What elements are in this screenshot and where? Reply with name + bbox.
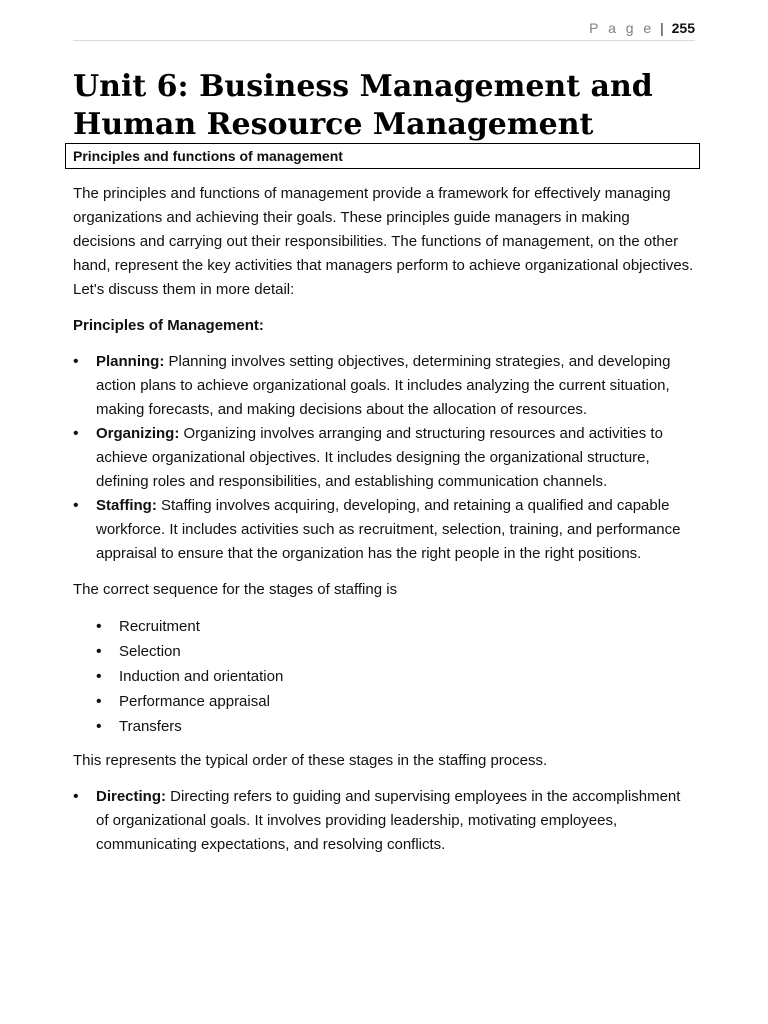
section-heading: Principles and functions of management — [73, 148, 343, 164]
list-item-staffing — [73, 494, 695, 566]
list-item-directing — [73, 785, 695, 857]
staffing-sequence-intro: The correct sequence for the stages of staffing is — [73, 581, 398, 598]
text-organizing: Organizing involves arranging and structuring resources and activities to achieve organizational objectives. It includes designing the organizational structure, defining roles and responsibilities, and establishing communication channels. — [96, 425, 663, 490]
term-planning: Planning: — [96, 353, 165, 370]
document-body — [73, 182, 695, 869]
page-number: 255 — [671, 20, 695, 36]
directing-list — [73, 785, 695, 857]
list-item: • Induction and orientation — [73, 664, 695, 689]
term-organizing: Organizing: — [96, 425, 180, 442]
page-header — [73, 18, 695, 41]
list-item-organizing — [73, 422, 695, 494]
page-separator: | — [660, 20, 664, 36]
intro-paragraph: The principles and functions of management provide a framework for effectively managing organizations and achieving their goals. These principles guide managers in making decisions and carrying out their responsibilities. The functions of management, on the other hand, represent the key activities that managers perform to achieve organizational objectives. Let's discuss them in more detail: — [73, 185, 694, 298]
text-staffing: Staffing involves acquiring, developing, and retaining a qualified and capable workforce. It includes activities such as recruitment, selection, training, and performance appraisal to ensure that the organization has the right people in the right positions. — [96, 497, 681, 562]
page-label: P a g e — [589, 20, 655, 36]
staffing-sequence-note: This represents the typical order of these stages in the staffing process. — [73, 752, 548, 769]
term-staffing: Staffing: — [96, 497, 157, 514]
term-directing: Directing: — [96, 788, 167, 805]
list-item: • Performance appraisal — [73, 689, 695, 714]
list-item: • Selection — [73, 639, 695, 664]
principles-heading: Principles of Management: — [73, 317, 264, 334]
section-heading-box — [65, 143, 700, 169]
principles-list — [73, 350, 695, 566]
list-item-planning — [73, 350, 695, 422]
unit-title: Unit 6: Business Management and Human Resource Management — [73, 69, 653, 142]
staffing-stages-list — [73, 614, 695, 739]
text-planning: Planning involves setting objectives, determining strategies, and developing action plans to achieve organizational goals. It includes analyzing the current situation, making forecasts, and making decisions about the allocation of resources. — [96, 353, 671, 418]
list-item: • Transfers — [73, 714, 695, 739]
text-directing: Directing refers to guiding and supervising employees in the accomplishment of organizational goals. It involves providing leadership, motivating employees, communicating expectations, and resolving conflicts. — [96, 788, 681, 853]
list-item: • Recruitment — [73, 614, 695, 639]
